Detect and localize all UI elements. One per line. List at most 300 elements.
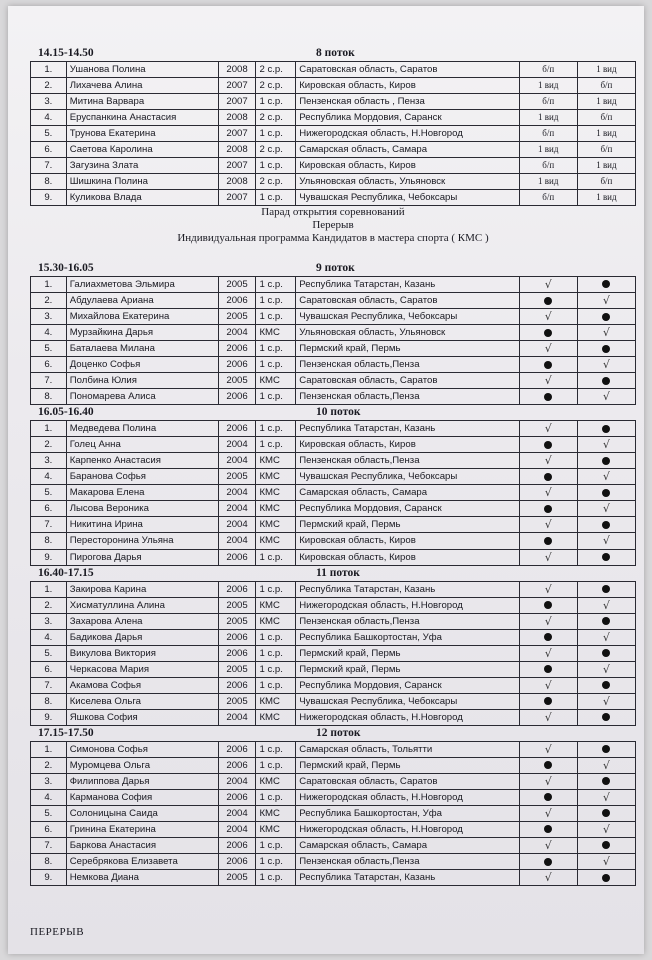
dot-mark-icon (544, 537, 552, 545)
apparatus-mark (519, 629, 577, 645)
sport-rank: 1 с.р. (256, 357, 296, 373)
apparatus-mark (577, 78, 635, 94)
checkmark-icon: √ (602, 662, 610, 676)
table-row (31, 174, 636, 190)
sport-rank: 1 с.р. (256, 277, 296, 293)
table-row (31, 757, 636, 773)
gymnast-name: Серебрякова Елизавета (66, 854, 218, 870)
sport-rank: КМС (256, 453, 296, 469)
sport-rank: 2 с.р. (256, 110, 296, 126)
dot-mark-icon (544, 297, 552, 305)
region-city: Кировская область, Киров (296, 549, 519, 565)
apparatus-mark (519, 126, 577, 142)
apparatus-mark (519, 854, 577, 870)
apparatus-mark (519, 870, 577, 886)
birth-year: 2006 (218, 854, 256, 870)
region-city: Республика Мордовия, Саранск (296, 110, 519, 126)
flow-time: 16.05-16.40 (38, 406, 94, 419)
checkmark-icon: √ (544, 550, 552, 564)
row-number: 3. (31, 94, 67, 110)
dot-mark-icon (602, 313, 610, 321)
row-number: 5. (31, 341, 67, 357)
row-number: 3. (31, 613, 67, 629)
apparatus-mark (519, 325, 577, 341)
apparatus-mark (519, 389, 577, 405)
flow-header (30, 46, 638, 61)
region-city: Чувашская Республика, Чебоксары (296, 309, 519, 325)
region-city: Нижегородская область, Н.Новгород (296, 821, 519, 837)
region-city: Саратовская область, Саратов (296, 293, 519, 309)
apparatus-mark (577, 581, 635, 597)
row-number: 2. (31, 78, 67, 94)
row-number: 9. (31, 549, 67, 565)
row-number: 1. (31, 421, 67, 437)
gymnast-name: Бадикова Дарья (66, 629, 218, 645)
gymnast-name: Солоницына Саида (66, 805, 218, 821)
flow-table (30, 420, 636, 565)
row-number: 8. (31, 854, 67, 870)
checkmark-icon: √ (602, 694, 610, 708)
region-city: Чувашская Республика, Чебоксары (296, 190, 519, 206)
table-row (31, 277, 636, 293)
table-row (31, 854, 636, 870)
flow-table (30, 61, 636, 206)
apparatus-mark (519, 421, 577, 437)
birth-year: 2005 (218, 870, 256, 886)
gymnast-name: Михайлова Екатерина (66, 309, 218, 325)
apparatus-mark (519, 789, 577, 805)
gymnast-name: Муромцева Ольга (66, 757, 218, 773)
gymnast-name: Галиахметова Эльмира (66, 277, 218, 293)
apparatus-mark (577, 629, 635, 645)
row-number: 4. (31, 110, 67, 126)
apparatus-mark (577, 453, 635, 469)
row-number: 3. (31, 309, 67, 325)
apparatus-mark (519, 94, 577, 110)
table-row (31, 389, 636, 405)
table-row (31, 501, 636, 517)
birth-year: 2004 (218, 437, 256, 453)
row-number: 6. (31, 357, 67, 373)
apparatus-text: 1 вид (596, 192, 617, 202)
birth-year: 2006 (218, 789, 256, 805)
apparatus-mark (577, 549, 635, 565)
table-row (31, 341, 636, 357)
birth-year: 2004 (218, 773, 256, 789)
apparatus-mark (519, 581, 577, 597)
birth-year: 2006 (218, 645, 256, 661)
dot-mark-icon (602, 777, 610, 785)
checkmark-icon: √ (544, 646, 552, 660)
apparatus-mark (519, 838, 577, 854)
sport-rank: КМС (256, 821, 296, 837)
apparatus-text: б/п (600, 144, 613, 154)
row-number: 6. (31, 821, 67, 837)
apparatus-text: 1 вид (538, 80, 559, 90)
flow-time: 14.15-14.50 (38, 47, 94, 59)
apparatus-mark (519, 613, 577, 629)
table-row (31, 677, 636, 693)
row-number: 7. (31, 838, 67, 854)
table-row (31, 190, 636, 206)
checkmark-icon: √ (602, 630, 610, 644)
apparatus-mark (519, 78, 577, 94)
table-row (31, 838, 636, 854)
checkmark-icon: √ (544, 774, 552, 788)
region-city: Республика Татарстан, Казань (296, 421, 519, 437)
sport-rank: 2 с.р. (256, 174, 296, 190)
table-row (31, 693, 636, 709)
apparatus-mark (577, 870, 635, 886)
sport-rank: 1 с.р. (256, 549, 296, 565)
apparatus-mark (519, 597, 577, 613)
region-city: Пермский край, Пермь (296, 661, 519, 677)
apparatus-mark (577, 174, 635, 190)
dot-mark-icon (544, 361, 552, 369)
region-city: Чувашская Республика, Чебоксары (296, 469, 519, 485)
sport-rank: 1 с.р. (256, 158, 296, 174)
gymnast-name: Карманова София (66, 789, 218, 805)
dot-mark-icon (602, 553, 610, 561)
checkmark-icon: √ (602, 758, 610, 772)
dot-mark-icon (544, 697, 552, 705)
sport-rank: 2 с.р. (256, 142, 296, 158)
apparatus-mark (519, 517, 577, 533)
row-number: 2. (31, 437, 67, 453)
table-row (31, 533, 636, 549)
table-row (31, 158, 636, 174)
flow-table (30, 741, 636, 886)
apparatus-text: б/п (542, 128, 555, 138)
birth-year: 2004 (218, 453, 256, 469)
apparatus-text: б/п (542, 192, 555, 202)
birth-year: 2007 (218, 190, 256, 206)
gymnast-name: Баранова Софья (66, 469, 218, 485)
sport-rank: КМС (256, 517, 296, 533)
birth-year: 2004 (218, 709, 256, 725)
gymnast-name: Акамова Софья (66, 677, 218, 693)
apparatus-mark (577, 190, 635, 206)
region-city: Самарская область, Самара (296, 838, 519, 854)
birth-year: 2004 (218, 805, 256, 821)
apparatus-mark (519, 293, 577, 309)
table-row (31, 613, 636, 629)
table-row (31, 437, 636, 453)
sport-rank: 1 с.р. (256, 581, 296, 597)
table-row (31, 373, 636, 389)
birth-year: 2004 (218, 533, 256, 549)
apparatus-text: 1 вид (596, 128, 617, 138)
checkmark-icon: √ (602, 294, 610, 308)
table-row (31, 110, 636, 126)
apparatus-text: 1 вид (596, 96, 617, 106)
table-row (31, 645, 636, 661)
apparatus-mark (519, 741, 577, 757)
checkmark-icon: √ (544, 839, 552, 852)
gymnast-name: Куликова Влада (66, 190, 218, 206)
row-number: 4. (31, 629, 67, 645)
table-row (31, 293, 636, 309)
apparatus-mark (577, 325, 635, 341)
birth-year: 2006 (218, 357, 256, 373)
row-number: 7. (31, 158, 67, 174)
region-city: Пензенская область , Пенза (296, 94, 519, 110)
flow-time: 17.15-17.50 (38, 726, 94, 739)
birth-year: 2008 (218, 174, 256, 190)
table-row (31, 469, 636, 485)
birth-year: 2006 (218, 421, 256, 437)
sport-rank: 1 с.р. (256, 389, 296, 405)
flow-title: 8 поток (316, 47, 355, 59)
flow-header (30, 566, 638, 581)
dot-mark-icon (602, 425, 610, 433)
apparatus-mark (519, 357, 577, 373)
gymnast-name: Пирогова Дарья (66, 549, 218, 565)
apparatus-mark (577, 789, 635, 805)
gymnast-name: Филиппова Дарья (66, 773, 218, 789)
dot-mark-icon (544, 858, 552, 866)
checkmark-icon: √ (602, 855, 610, 869)
apparatus-mark (577, 389, 635, 405)
table-row (31, 581, 636, 597)
dot-mark-icon (602, 345, 610, 353)
row-number: 9. (31, 190, 67, 206)
apparatus-mark (519, 309, 577, 325)
checkmark-icon: √ (544, 710, 552, 724)
apparatus-mark (519, 693, 577, 709)
sport-rank: КМС (256, 805, 296, 821)
gymnast-name: Захарова Алена (66, 613, 218, 629)
apparatus-mark (577, 741, 635, 757)
sport-rank: 1 с.р. (256, 854, 296, 870)
schedule-document (30, 46, 638, 886)
apparatus-mark (577, 110, 635, 126)
row-number: 5. (31, 645, 67, 661)
dot-mark-icon (544, 825, 552, 833)
gymnast-name: Мурзайкина Дарья (66, 325, 218, 341)
apparatus-mark (519, 501, 577, 517)
region-city: Республика Татарстан, Казань (296, 277, 519, 293)
checkmark-icon: √ (602, 438, 610, 452)
apparatus-mark (519, 174, 577, 190)
row-number: 7. (31, 677, 67, 693)
apparatus-mark (577, 597, 635, 613)
table-row (31, 709, 636, 725)
region-city: Пермский край, Пермь (296, 645, 519, 661)
birth-year: 2004 (218, 821, 256, 837)
row-number: 3. (31, 453, 67, 469)
checkmark-icon: √ (544, 422, 552, 436)
birth-year: 2007 (218, 126, 256, 142)
gymnast-name: Хисматуллина Алина (66, 597, 218, 613)
gymnast-name: Лысова Вероника (66, 501, 218, 517)
row-number: 4. (31, 325, 67, 341)
region-city: Ульяновская область, Ульяновск (296, 325, 519, 341)
apparatus-mark (577, 773, 635, 789)
region-city: Республика Башкортостан, Уфа (296, 629, 519, 645)
table-row (31, 805, 636, 821)
checkmark-icon: √ (544, 678, 552, 692)
sport-rank: 1 с.р. (256, 293, 296, 309)
apparatus-text: 1 вид (538, 176, 559, 186)
apparatus-mark (577, 142, 635, 158)
table-row (31, 62, 636, 78)
birth-year: 2004 (218, 517, 256, 533)
gymnast-name: Симонова Софья (66, 741, 218, 757)
birth-year: 2006 (218, 293, 256, 309)
interlude-block (30, 206, 638, 245)
sport-rank: 1 с.р. (256, 341, 296, 357)
region-city: Республика Мордовия, Саранск (296, 501, 519, 517)
apparatus-mark (577, 757, 635, 773)
row-number: 8. (31, 389, 67, 405)
birth-year: 2005 (218, 309, 256, 325)
birth-year: 2006 (218, 741, 256, 757)
region-city: Саратовская область, Саратов (296, 62, 519, 78)
sport-rank: КМС (256, 533, 296, 549)
apparatus-mark (577, 613, 635, 629)
dot-mark-icon (544, 505, 552, 513)
region-city: Пензенская область,Пенза (296, 854, 519, 870)
apparatus-text: б/п (542, 160, 555, 170)
dot-mark-icon (544, 441, 552, 449)
gymnast-name: Никитина Ирина (66, 517, 218, 533)
region-city: Нижегородская область, Н.Новгород (296, 789, 519, 805)
apparatus-text: 1 вид (538, 144, 559, 154)
sport-rank: 1 с.р. (256, 629, 296, 645)
apparatus-mark (577, 373, 635, 389)
dot-mark-icon (544, 665, 552, 673)
birth-year: 2004 (218, 485, 256, 501)
birth-year: 2005 (218, 613, 256, 629)
row-number: 9. (31, 709, 67, 725)
region-city: Кировская область, Киров (296, 158, 519, 174)
region-city: Республика Мордовия, Саранск (296, 677, 519, 693)
flow-time: 15.30-16.05 (38, 262, 94, 274)
gymnast-name: Медведева Полина (66, 421, 218, 437)
dot-mark-icon (602, 841, 610, 849)
region-city: Самарская область, Самара (296, 485, 519, 501)
sport-rank: КМС (256, 709, 296, 725)
sport-rank: КМС (256, 773, 296, 789)
checkmark-icon: √ (544, 374, 552, 388)
footer-break-label: ПЕРЕРЫВ (30, 926, 85, 938)
gymnast-name: Пересторонина Ульяна (66, 533, 218, 549)
birth-year: 2007 (218, 94, 256, 110)
dot-mark-icon (602, 745, 610, 753)
row-number: 4. (31, 469, 67, 485)
row-number: 2. (31, 597, 67, 613)
table-row (31, 789, 636, 805)
sport-rank: КМС (256, 469, 296, 485)
apparatus-mark (519, 62, 577, 78)
gymnast-name: Еруспанкина Анастасия (66, 110, 218, 126)
apparatus-mark (577, 293, 635, 309)
sport-rank: 1 с.р. (256, 661, 296, 677)
apparatus-mark (577, 677, 635, 693)
apparatus-mark (577, 517, 635, 533)
apparatus-text: б/п (600, 176, 613, 186)
row-number: 8. (31, 533, 67, 549)
interlude-line: Индивидуальная программа Кандидатов в мастера спорта ( КМС ) (177, 232, 489, 244)
checkmark-icon: √ (544, 742, 552, 756)
birth-year: 2008 (218, 62, 256, 78)
region-city: Кировская область, Киров (296, 437, 519, 453)
region-city: Республика Башкортостан, Уфа (296, 805, 519, 821)
apparatus-mark (577, 501, 635, 517)
sport-rank: 1 с.р. (256, 421, 296, 437)
checkmark-icon: √ (544, 342, 552, 356)
table-row (31, 325, 636, 341)
row-number: 7. (31, 373, 67, 389)
apparatus-mark (577, 645, 635, 661)
region-city: Пензенская область,Пенза (296, 389, 519, 405)
apparatus-mark (577, 126, 635, 142)
dot-mark-icon (602, 874, 610, 882)
apparatus-text: 1 вид (596, 64, 617, 74)
apparatus-mark (519, 709, 577, 725)
birth-year: 2005 (218, 373, 256, 389)
apparatus-mark (577, 277, 635, 293)
gymnast-name: Гринина Екатерина (66, 821, 218, 837)
dot-mark-icon (544, 601, 552, 609)
dot-mark-icon (602, 617, 610, 625)
region-city: Пензенская область,Пенза (296, 357, 519, 373)
row-number: 1. (31, 741, 67, 757)
apparatus-mark (519, 757, 577, 773)
region-city: Нижегородская область, Н.Новгород (296, 709, 519, 725)
checkmark-icon: √ (544, 310, 552, 324)
dot-mark-icon (602, 681, 610, 689)
sport-rank: 1 с.р. (256, 757, 296, 773)
checkmark-icon: √ (602, 326, 610, 340)
sport-rank: КМС (256, 485, 296, 501)
birth-year: 2005 (218, 693, 256, 709)
table-row (31, 517, 636, 533)
gymnast-name: Загузина Злата (66, 158, 218, 174)
apparatus-mark (577, 709, 635, 725)
checkmark-icon: √ (544, 614, 552, 628)
region-city: Саратовская область, Саратов (296, 773, 519, 789)
apparatus-mark (577, 821, 635, 837)
flow-header (30, 261, 638, 276)
region-city: Пермский край, Пермь (296, 517, 519, 533)
apparatus-mark (519, 821, 577, 837)
apparatus-mark (519, 469, 577, 485)
gymnast-name: Митина Варвара (66, 94, 218, 110)
row-number: 1. (31, 581, 67, 597)
checkmark-icon: √ (544, 486, 552, 500)
sport-rank: КМС (256, 325, 296, 341)
table-row (31, 741, 636, 757)
apparatus-mark (577, 309, 635, 325)
apparatus-mark (577, 661, 635, 677)
sport-rank: 1 с.р. (256, 677, 296, 693)
region-city: Саратовская область, Саратов (296, 373, 519, 389)
checkmark-icon: √ (544, 454, 552, 468)
apparatus-mark (519, 341, 577, 357)
flow-time: 16.40-17.15 (38, 566, 94, 579)
flow-table (30, 581, 636, 726)
checkmark-icon: √ (544, 518, 552, 532)
birth-year: 2007 (218, 78, 256, 94)
apparatus-text: б/п (600, 80, 613, 90)
gymnast-name: Баркова Анастасия (66, 838, 218, 854)
dot-mark-icon (602, 377, 610, 385)
birth-year: 2006 (218, 341, 256, 357)
table-row (31, 309, 636, 325)
dot-mark-icon (602, 457, 610, 465)
